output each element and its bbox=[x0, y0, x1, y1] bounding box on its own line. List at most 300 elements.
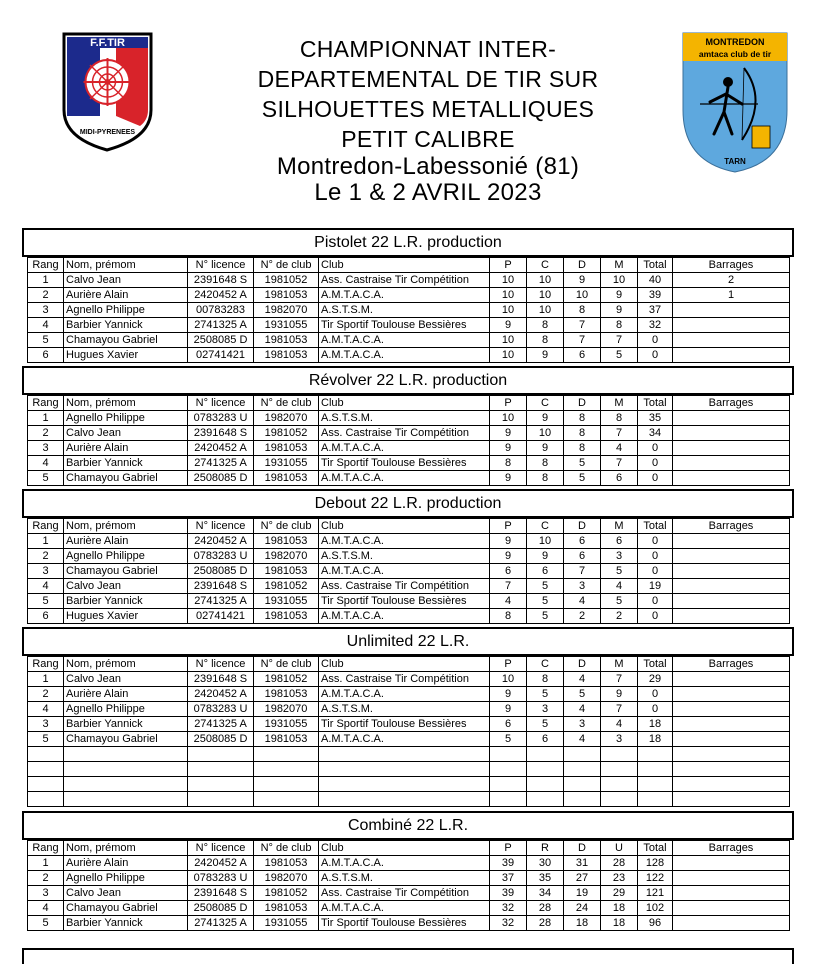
cell-barrages bbox=[673, 534, 790, 549]
cell-name: Barbier Yannick bbox=[64, 318, 188, 333]
cell-score-1: 10 bbox=[490, 333, 527, 348]
cell-empty bbox=[564, 747, 601, 762]
cell-empty bbox=[673, 792, 790, 807]
column-header: M bbox=[601, 657, 638, 672]
cell-score-3: 8 bbox=[564, 303, 601, 318]
cell-club: A.M.T.A.C.A. bbox=[319, 687, 490, 702]
cell-club-number: 1981053 bbox=[254, 288, 319, 303]
cell-club-number: 1981053 bbox=[254, 348, 319, 363]
cell-score-1: 9 bbox=[490, 471, 527, 486]
cell-score-2: 10 bbox=[527, 534, 564, 549]
cell-club: A.M.T.A.C.A. bbox=[319, 348, 490, 363]
column-header: N° licence bbox=[188, 519, 254, 534]
cell-club-number: 1981053 bbox=[254, 333, 319, 348]
section-next-cut bbox=[22, 948, 794, 964]
cell-empty bbox=[64, 762, 188, 777]
table-row bbox=[28, 702, 790, 717]
cell-score-4: 7 bbox=[601, 456, 638, 471]
cell-score-1: 10 bbox=[490, 288, 527, 303]
column-header: P bbox=[490, 258, 527, 273]
cell-total: 32 bbox=[638, 318, 673, 333]
cell-club-number: 1981053 bbox=[254, 732, 319, 747]
cell-total: 121 bbox=[638, 886, 673, 901]
table-row bbox=[28, 288, 790, 303]
cell-score-4: 3 bbox=[601, 732, 638, 747]
cell-total: 0 bbox=[638, 534, 673, 549]
cell-score-4: 18 bbox=[601, 901, 638, 916]
cell-empty bbox=[319, 747, 490, 762]
cell-name: Calvo Jean bbox=[64, 886, 188, 901]
cell-score-2: 8 bbox=[527, 318, 564, 333]
cell-rank: 1 bbox=[28, 672, 64, 687]
cell-name: Calvo Jean bbox=[64, 672, 188, 687]
cell-rank: 5 bbox=[28, 916, 64, 931]
column-header: Club bbox=[319, 258, 490, 273]
cell-score-1: 10 bbox=[490, 273, 527, 288]
table-row bbox=[28, 579, 790, 594]
cell-empty bbox=[28, 762, 64, 777]
column-header: D bbox=[564, 396, 601, 411]
cell-club: Tir Sportif Toulouse Bessières bbox=[319, 594, 490, 609]
cell-name: Agnello Philippe bbox=[64, 411, 188, 426]
cell-score-4: 5 bbox=[601, 564, 638, 579]
cell-empty bbox=[490, 762, 527, 777]
cell-score-4: 8 bbox=[601, 411, 638, 426]
cell-score-2: 5 bbox=[527, 717, 564, 732]
cell-club-number: 1982070 bbox=[254, 871, 319, 886]
results-table bbox=[27, 395, 790, 486]
cell-club: A.M.T.A.C.A. bbox=[319, 564, 490, 579]
fftir-logo-top-text: F.F.TIR bbox=[90, 37, 125, 49]
cell-barrages bbox=[673, 687, 790, 702]
cell-score-4: 4 bbox=[601, 579, 638, 594]
cell-score-2: 6 bbox=[527, 564, 564, 579]
cell-club-number: 1931055 bbox=[254, 916, 319, 931]
cell-licence: 2420452 A bbox=[188, 687, 254, 702]
cell-score-4: 7 bbox=[601, 333, 638, 348]
cell-barrages bbox=[673, 441, 790, 456]
cell-total: 0 bbox=[638, 441, 673, 456]
cell-empty bbox=[527, 747, 564, 762]
cell-score-4: 9 bbox=[601, 303, 638, 318]
cell-name: Aurière Alain bbox=[64, 856, 188, 871]
table-header-row bbox=[28, 258, 790, 273]
column-header: M bbox=[601, 258, 638, 273]
cell-rank: 6 bbox=[28, 609, 64, 624]
cell-score-1: 6 bbox=[490, 717, 527, 732]
cell-score-3: 18 bbox=[564, 916, 601, 931]
cell-empty bbox=[601, 762, 638, 777]
cell-club-number: 1981053 bbox=[254, 687, 319, 702]
results-table bbox=[27, 656, 790, 807]
cell-empty bbox=[673, 747, 790, 762]
cell-club: A.M.T.A.C.A. bbox=[319, 441, 490, 456]
cell-rank: 3 bbox=[28, 886, 64, 901]
cell-club: A.M.T.A.C.A. bbox=[319, 609, 490, 624]
cell-score-3: 4 bbox=[564, 594, 601, 609]
cell-rank: 4 bbox=[28, 456, 64, 471]
cell-score-2: 35 bbox=[527, 871, 564, 886]
cell-barrages bbox=[673, 333, 790, 348]
cell-rank: 2 bbox=[28, 687, 64, 702]
cell-club-number: 1982070 bbox=[254, 549, 319, 564]
cell-club: Ass. Castraise Tir Compétition bbox=[319, 672, 490, 687]
cell-name: Agnello Philippe bbox=[64, 549, 188, 564]
cell-total: 18 bbox=[638, 732, 673, 747]
cell-score-2: 8 bbox=[527, 672, 564, 687]
cell-licence: 0783283 U bbox=[188, 411, 254, 426]
cell-score-2: 9 bbox=[527, 441, 564, 456]
cell-rank: 4 bbox=[28, 901, 64, 916]
cell-empty bbox=[64, 747, 188, 762]
cell-name: Aurière Alain bbox=[64, 534, 188, 549]
cell-barrages bbox=[673, 303, 790, 318]
cell-club: Ass. Castraise Tir Compétition bbox=[319, 886, 490, 901]
cell-total: 0 bbox=[638, 549, 673, 564]
table-row-empty bbox=[28, 747, 790, 762]
cell-name: Chamayou Gabriel bbox=[64, 732, 188, 747]
column-header: D bbox=[564, 519, 601, 534]
cell-empty bbox=[673, 762, 790, 777]
page-header bbox=[0, 0, 837, 215]
fftir-logo bbox=[60, 30, 155, 152]
cell-score-4: 28 bbox=[601, 856, 638, 871]
cell-rank: 5 bbox=[28, 333, 64, 348]
cell-name: Chamayou Gabriel bbox=[64, 901, 188, 916]
cell-club: A.M.T.A.C.A. bbox=[319, 901, 490, 916]
table-row bbox=[28, 916, 790, 931]
cell-score-3: 19 bbox=[564, 886, 601, 901]
cell-rank: 2 bbox=[28, 288, 64, 303]
cell-barrages bbox=[673, 702, 790, 717]
cell-score-1: 9 bbox=[490, 441, 527, 456]
cell-score-2: 10 bbox=[527, 303, 564, 318]
cell-score-3: 4 bbox=[564, 702, 601, 717]
cell-total: 39 bbox=[638, 288, 673, 303]
cell-name: Calvo Jean bbox=[64, 426, 188, 441]
cell-empty bbox=[254, 777, 319, 792]
cell-licence: 02741421 bbox=[188, 609, 254, 624]
cell-empty bbox=[188, 762, 254, 777]
column-header: P bbox=[490, 657, 527, 672]
column-header: N° de club bbox=[254, 258, 319, 273]
cell-score-3: 3 bbox=[564, 717, 601, 732]
cell-score-3: 7 bbox=[564, 564, 601, 579]
cell-name: Chamayou Gabriel bbox=[64, 333, 188, 348]
cell-score-3: 5 bbox=[564, 456, 601, 471]
cell-empty bbox=[188, 792, 254, 807]
column-header: N° licence bbox=[188, 396, 254, 411]
cell-empty bbox=[601, 792, 638, 807]
cell-licence: 2508085 D bbox=[188, 333, 254, 348]
section-title: Unlimited 22 L.R. bbox=[22, 627, 794, 656]
cell-score-4: 9 bbox=[601, 687, 638, 702]
cell-score-4: 9 bbox=[601, 288, 638, 303]
cell-barrages bbox=[673, 609, 790, 624]
section-title: Pistolet 22 L.R. production bbox=[22, 228, 794, 257]
cell-licence: 2420452 A bbox=[188, 288, 254, 303]
cell-empty bbox=[490, 777, 527, 792]
cell-score-3: 4 bbox=[564, 672, 601, 687]
cell-licence: 00783283 bbox=[188, 303, 254, 318]
cell-score-3: 27 bbox=[564, 871, 601, 886]
cell-empty bbox=[638, 792, 673, 807]
cell-score-4: 5 bbox=[601, 594, 638, 609]
cell-total: 29 bbox=[638, 672, 673, 687]
column-header: Total bbox=[638, 396, 673, 411]
montredon-logo-sub-text: amtaca club de tir bbox=[698, 49, 772, 59]
cell-rank: 6 bbox=[28, 348, 64, 363]
cell-empty bbox=[527, 792, 564, 807]
cell-name: Barbier Yannick bbox=[64, 916, 188, 931]
cell-licence: 2391648 S bbox=[188, 886, 254, 901]
cell-club: A.M.T.A.C.A. bbox=[319, 732, 490, 747]
cell-name: Barbier Yannick bbox=[64, 717, 188, 732]
cell-total: 122 bbox=[638, 871, 673, 886]
table-row bbox=[28, 303, 790, 318]
cell-barrages bbox=[673, 318, 790, 333]
cell-score-1: 4 bbox=[490, 594, 527, 609]
cell-club-number: 1982070 bbox=[254, 303, 319, 318]
cell-barrages bbox=[673, 856, 790, 871]
cell-barrages bbox=[673, 717, 790, 732]
cell-barrages bbox=[673, 411, 790, 426]
table-header-row bbox=[28, 519, 790, 534]
cell-name: Hugues Xavier bbox=[64, 609, 188, 624]
cell-club-number: 1931055 bbox=[254, 594, 319, 609]
cell-score-1: 39 bbox=[490, 886, 527, 901]
cell-score-4: 6 bbox=[601, 471, 638, 486]
cell-total: 0 bbox=[638, 594, 673, 609]
table-row bbox=[28, 426, 790, 441]
table-row-empty bbox=[28, 762, 790, 777]
cell-rank: 3 bbox=[28, 564, 64, 579]
section-title: Révolver 22 L.R. production bbox=[22, 366, 794, 395]
cell-club: Ass. Castraise Tir Compétition bbox=[319, 579, 490, 594]
cell-licence: 2391648 S bbox=[188, 672, 254, 687]
cell-score-1: 7 bbox=[490, 579, 527, 594]
cell-club: Tir Sportif Toulouse Bessières bbox=[319, 456, 490, 471]
cell-score-3: 7 bbox=[564, 333, 601, 348]
cell-licence: 2420452 A bbox=[188, 534, 254, 549]
cell-club: Tir Sportif Toulouse Bessières bbox=[319, 916, 490, 931]
cell-name: Barbier Yannick bbox=[64, 456, 188, 471]
cell-barrages bbox=[673, 732, 790, 747]
cell-total: 0 bbox=[638, 456, 673, 471]
cell-score-1: 9 bbox=[490, 426, 527, 441]
cell-name: Aurière Alain bbox=[64, 441, 188, 456]
cell-club-number: 1981053 bbox=[254, 441, 319, 456]
title-line-2: DEPARTEMENTAL DE TIR SUR bbox=[257, 66, 599, 92]
table-row bbox=[28, 456, 790, 471]
cell-name: Agnello Philippe bbox=[64, 871, 188, 886]
cell-score-2: 3 bbox=[527, 702, 564, 717]
cell-score-3: 6 bbox=[564, 549, 601, 564]
cell-score-1: 10 bbox=[490, 348, 527, 363]
cell-club-number: 1982070 bbox=[254, 411, 319, 426]
cell-barrages bbox=[673, 426, 790, 441]
cell-score-4: 23 bbox=[601, 871, 638, 886]
column-header: Rang bbox=[28, 396, 64, 411]
table-row bbox=[28, 564, 790, 579]
cell-club: A.S.T.S.M. bbox=[319, 303, 490, 318]
table-row-empty bbox=[28, 792, 790, 807]
cell-rank: 3 bbox=[28, 717, 64, 732]
cell-name: Agnello Philippe bbox=[64, 303, 188, 318]
cell-score-2: 9 bbox=[527, 549, 564, 564]
cell-licence: 02741421 bbox=[188, 348, 254, 363]
column-header: P bbox=[490, 841, 527, 856]
cell-score-2: 10 bbox=[527, 288, 564, 303]
cell-licence: 2741325 A bbox=[188, 594, 254, 609]
cell-empty bbox=[638, 747, 673, 762]
section-pistolet bbox=[22, 228, 794, 363]
cell-name: Barbier Yannick bbox=[64, 594, 188, 609]
cell-club-number: 1981053 bbox=[254, 564, 319, 579]
cell-score-1: 9 bbox=[490, 534, 527, 549]
results-table bbox=[27, 518, 790, 624]
column-header: N° licence bbox=[188, 258, 254, 273]
cell-barrages bbox=[673, 471, 790, 486]
cell-club: A.S.T.S.M. bbox=[319, 549, 490, 564]
cell-total: 40 bbox=[638, 273, 673, 288]
cell-club-number: 1931055 bbox=[254, 318, 319, 333]
cell-score-3: 5 bbox=[564, 471, 601, 486]
column-header: C bbox=[527, 396, 564, 411]
column-header: Barrages bbox=[673, 519, 790, 534]
cell-score-3: 10 bbox=[564, 288, 601, 303]
table-row bbox=[28, 441, 790, 456]
cell-empty bbox=[673, 777, 790, 792]
column-header: M bbox=[601, 396, 638, 411]
cell-barrages bbox=[673, 901, 790, 916]
title-line-1: CHAMPIONNAT INTER- bbox=[299, 36, 557, 62]
cell-score-3: 31 bbox=[564, 856, 601, 871]
cell-score-1: 9 bbox=[490, 687, 527, 702]
table-row bbox=[28, 411, 790, 426]
cell-score-1: 5 bbox=[490, 732, 527, 747]
cell-club: A.M.T.A.C.A. bbox=[319, 471, 490, 486]
cell-score-4: 7 bbox=[601, 672, 638, 687]
table-header-row bbox=[28, 396, 790, 411]
section-title: Combiné 22 L.R. bbox=[22, 811, 794, 840]
cell-rank: 3 bbox=[28, 303, 64, 318]
cell-rank: 5 bbox=[28, 732, 64, 747]
cell-score-2: 5 bbox=[527, 609, 564, 624]
section-debout bbox=[22, 489, 794, 624]
cell-club-number: 1931055 bbox=[254, 717, 319, 732]
column-header: Rang bbox=[28, 841, 64, 856]
cell-score-1: 32 bbox=[490, 916, 527, 931]
column-header: Rang bbox=[28, 519, 64, 534]
cell-empty bbox=[254, 747, 319, 762]
column-header: M bbox=[601, 519, 638, 534]
cell-score-4: 29 bbox=[601, 886, 638, 901]
cell-score-4: 6 bbox=[601, 534, 638, 549]
column-header: Total bbox=[638, 258, 673, 273]
cell-barrages bbox=[673, 871, 790, 886]
column-header: Rang bbox=[28, 258, 64, 273]
column-header: Barrages bbox=[673, 841, 790, 856]
cell-total: 128 bbox=[638, 856, 673, 871]
cell-rank: 1 bbox=[28, 856, 64, 871]
cell-club-number: 1931055 bbox=[254, 456, 319, 471]
column-header: Club bbox=[319, 657, 490, 672]
cell-score-2: 34 bbox=[527, 886, 564, 901]
column-header: Nom, prémom bbox=[64, 841, 188, 856]
cell-score-1: 37 bbox=[490, 871, 527, 886]
cell-score-2: 8 bbox=[527, 333, 564, 348]
cell-score-1: 10 bbox=[490, 672, 527, 687]
column-header: Nom, prémom bbox=[64, 657, 188, 672]
cell-score-4: 10 bbox=[601, 273, 638, 288]
cell-licence: 2391648 S bbox=[188, 579, 254, 594]
cell-score-1: 9 bbox=[490, 549, 527, 564]
cell-empty bbox=[638, 762, 673, 777]
column-header: R bbox=[527, 841, 564, 856]
cell-total: 0 bbox=[638, 333, 673, 348]
table-row bbox=[28, 672, 790, 687]
column-header: N° licence bbox=[188, 841, 254, 856]
cell-empty bbox=[638, 777, 673, 792]
column-header: N° licence bbox=[188, 657, 254, 672]
cell-score-1: 6 bbox=[490, 564, 527, 579]
cell-club: Ass. Castraise Tir Compétition bbox=[319, 273, 490, 288]
table-header-row bbox=[28, 657, 790, 672]
cell-score-4: 18 bbox=[601, 916, 638, 931]
column-header: Total bbox=[638, 519, 673, 534]
section-revolver bbox=[22, 366, 794, 486]
cell-rank: 1 bbox=[28, 411, 64, 426]
column-header: N° de club bbox=[254, 396, 319, 411]
cell-score-2: 5 bbox=[527, 594, 564, 609]
column-header: D bbox=[564, 657, 601, 672]
cell-score-2: 10 bbox=[527, 273, 564, 288]
column-header: N° de club bbox=[254, 657, 319, 672]
cell-score-3: 6 bbox=[564, 534, 601, 549]
column-header: Nom, prémom bbox=[64, 519, 188, 534]
column-header: P bbox=[490, 396, 527, 411]
fftir-logo-bottom-text: MIDI-PYRENEES bbox=[79, 129, 136, 136]
cell-name: Calvo Jean bbox=[64, 273, 188, 288]
cell-club-number: 1981052 bbox=[254, 579, 319, 594]
cell-empty bbox=[28, 777, 64, 792]
cell-licence: 2508085 D bbox=[188, 901, 254, 916]
table-row bbox=[28, 534, 790, 549]
cell-score-2: 5 bbox=[527, 579, 564, 594]
cell-score-1: 8 bbox=[490, 609, 527, 624]
cell-score-1: 9 bbox=[490, 318, 527, 333]
cell-rank: 1 bbox=[28, 534, 64, 549]
table-row bbox=[28, 273, 790, 288]
cell-barrages bbox=[673, 348, 790, 363]
table-row bbox=[28, 901, 790, 916]
cell-barrages bbox=[673, 456, 790, 471]
column-header: Total bbox=[638, 657, 673, 672]
cell-barrages bbox=[673, 564, 790, 579]
montredon-logo-bottom-text: TARN bbox=[724, 157, 746, 166]
cell-rank: 3 bbox=[28, 441, 64, 456]
cell-barrages bbox=[673, 594, 790, 609]
cell-score-3: 8 bbox=[564, 411, 601, 426]
column-header: D bbox=[564, 841, 601, 856]
cell-club-number: 1981052 bbox=[254, 426, 319, 441]
cell-score-3: 2 bbox=[564, 609, 601, 624]
cell-score-4: 4 bbox=[601, 717, 638, 732]
column-header: Club bbox=[319, 396, 490, 411]
column-header: N° de club bbox=[254, 841, 319, 856]
results-table bbox=[27, 257, 790, 363]
